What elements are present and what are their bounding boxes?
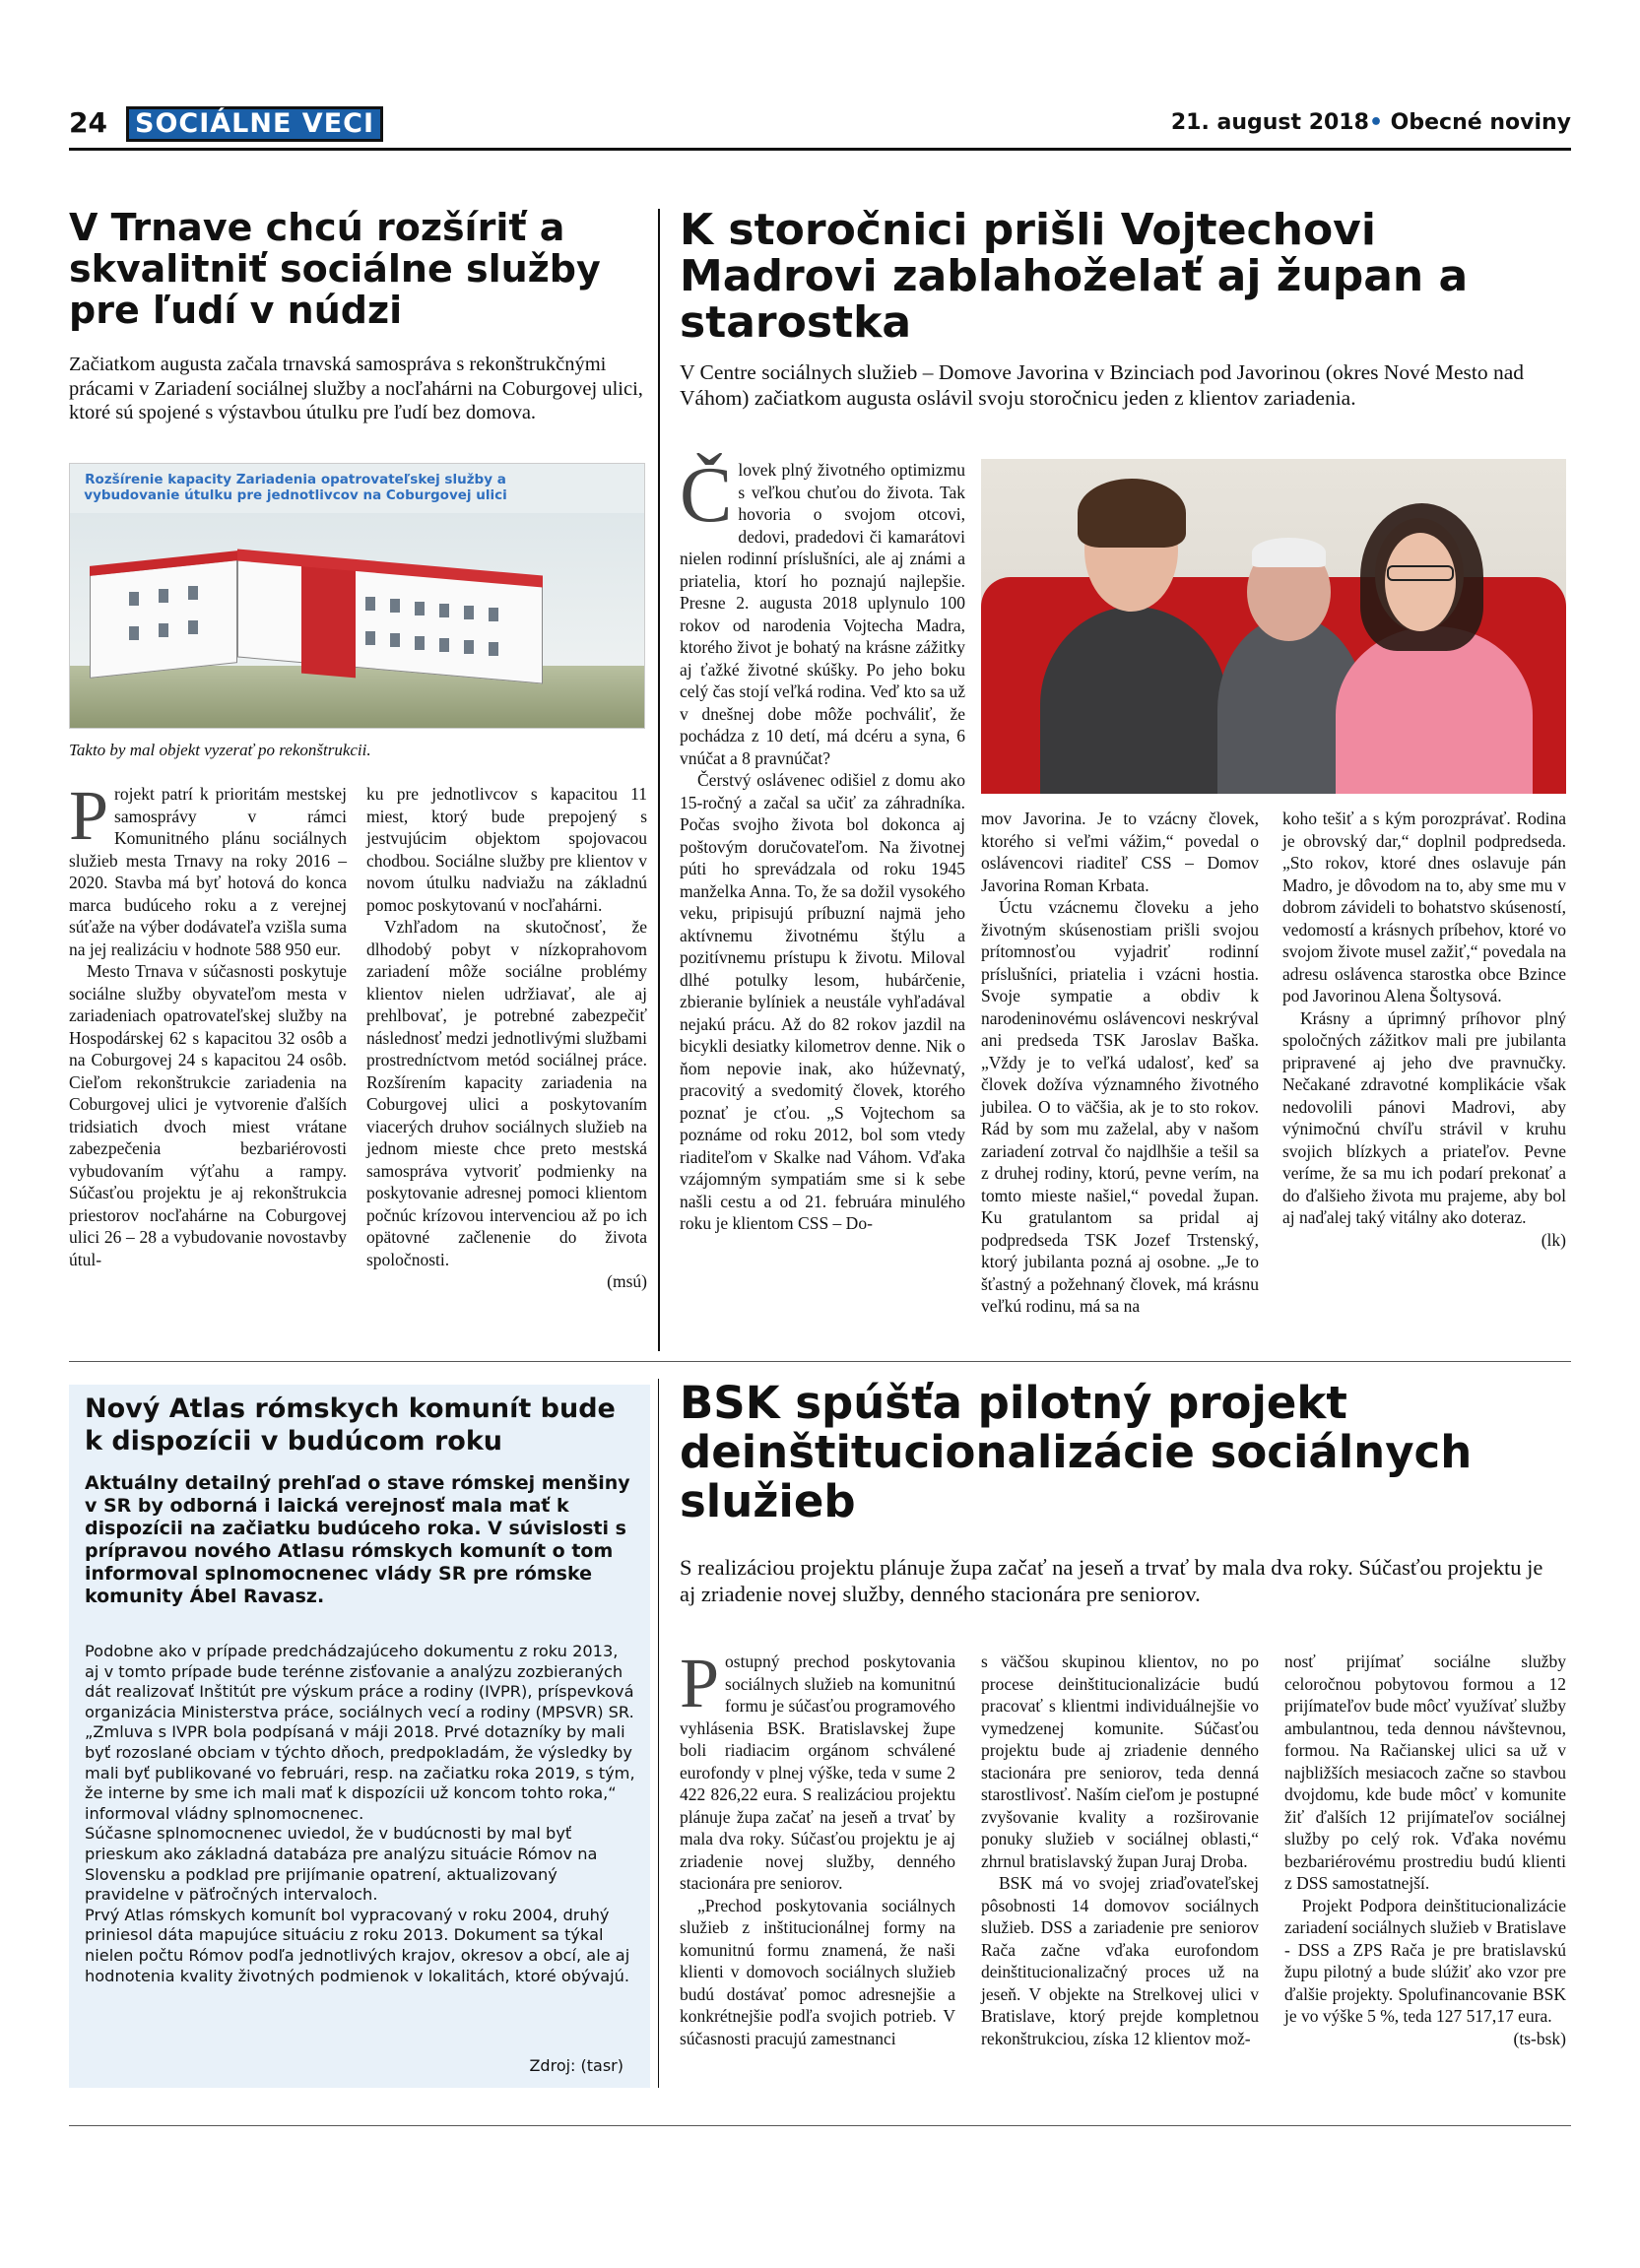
section-label: SOCIÁLNE VECI <box>126 106 383 142</box>
storocnik-paragraph: mov Javorina. Je to vzácny človek, ktorého si veľmi vážim,“ povedal o oslávencovi riaditeľ CSS – Domov Javorina Roman Krbata. <box>981 809 1259 895</box>
trnava-lead: Začiatkom augusta začala trnavská samospráva s rekonštrukčnými prácami v Zariadení sociálnej služby a nocľahárni na Coburgovej ulici, ktoré sú spojené s výstavbou útulku pre ľudí bez domova. <box>69 354 643 423</box>
trnava-paragraph: rojekt patrí k prioritám mestskej samosprávy v rámci Komunitného plánu sociálnych služieb mesta Trnavy na roky 2016 – 2020. Stavba má byť hotová do konca marca budúceho roku a z verejnej súťaže na výber dodávateľa vzišla suma na jej realizáciu v hodnote 588 950 eur. <box>69 784 347 959</box>
trnava-column-2 <box>366 783 647 1293</box>
building-red-facade <box>301 560 356 679</box>
glasses-icon <box>1387 565 1454 581</box>
centenarian-photo <box>981 459 1566 794</box>
bsk-paragraph: nosť prijímať sociálne služby celoročnou pobytovou formou a 12 prijímateľov bude môcť využívať služby ambulantnou, teda dennou návštevnou, formou. Na Račianskej ulici sa už v najbližších mesiacoch začne so stavbou dvojdomu, kde bude môcť v komunite žiť ďalších 12 prijímateľov sociálnej služby po celý rok. Vďaka novému bezbariérovému prostrediu budú klienti z DSS samostatnejší. <box>1284 1652 1566 1893</box>
issue-separator: • <box>1368 110 1383 135</box>
issue-date: 21. august 2018 <box>1170 110 1369 135</box>
page-bottom-rule <box>69 2125 1571 2126</box>
storocnik-column-3 <box>1282 808 1566 1251</box>
trnava-byline: (msú) <box>607 1271 647 1291</box>
bsk-byline: (ts-bsk) <box>1513 2028 1566 2048</box>
bsk-paragraph: BSK má vo svojej zriaďovateľskej pôsobnosti 14 domovov sociálnych služieb. DSS a zariadenie pre seniorov Rača začne vďaka eurofondom deinštitucionalizačný proces už na jeseň. V objekte na Strelkovej ulici v Bratislave, ktorý prejde kompletnou rekonštrukciou, získa 12 klientov mož- <box>981 1873 1259 2048</box>
bsk-lead: S realizáciou projektu plánuje župa začať na jeseň a trvať by mala dva roky. Súčasťou projektu je aj zriadenie novej služby, denného stacionára pre seniorov. <box>680 1555 1543 1606</box>
bsk-paragraph: s väčšou skupinou klientov, no po procese deinštitucionalizácie budú pracovať s klientmi individuálnejšie vo vymedzenej komunite. Súčasťou projektu bude aj zriadenie denného stacionára pre seniorov, teda denná starostlivosť. Naším cieľom je postupné zvyšovanie kvality a rozširovanie ponuky služieb v sociálnej oblasti,“ zhrnul bratislavský župan Juraj Droba. <box>981 1652 1259 1871</box>
building-wing-left <box>90 559 237 679</box>
bsk-column-3 <box>1284 1651 1566 2049</box>
storocnik-paragraph: koho tešiť a s kým porozprávať. Rodina je obrovský dar,“ doplnil podpredseda. „Sto rokov, ktoré dnes oslavuje pán Madro, je dôvodom na to, aby sme mu v dobrom závideli to bohatstvo skúseností, vedomostí a krásnych príbehov, ktoré vo svojom živote musel zažiť,“ povedala na adresu oslávenca starostka obce Bzince pod Javorinou Alena Šoltysová. <box>1282 809 1566 1005</box>
person-young-man <box>1040 607 1227 794</box>
storocnik-paragraph: Krásny a úprimný príhovor plný spoločných zážitkov mali pre jubilanta pripravené aj jeho dve pravnučky. Nečakané zdravotné komplikácie však nedovolili pánovi Madrovi, aby výnimočnú chvíľu strávil v kruhu svojich blízkych a priateľov. Pevne veríme, že sa mu ich podarí prekonať a do ďalšieho života mu prajeme, aby bol aj naďalej taký vitálny ako doteraz. <box>1282 1007 1566 1227</box>
storocnik-byline: (lk) <box>1541 1229 1566 1250</box>
rendering-banner-text: Rozšírenie kapacity Zariadenia opatrovateľskej služby a vybudovanie útulku pre jednotlivcov na Coburgovej ulici <box>84 472 507 503</box>
issue-info <box>1171 110 1571 135</box>
person-girl <box>1336 626 1533 794</box>
storocnik-lead: V Centre sociálnych služieb – Domove Javorina v Bzinciach pod Javorinou (okres Nové Mesto nad Váhom) začiatkom augusta oslávil svoju storočnicu jeden z klientov zariadenia. <box>680 360 1525 410</box>
bsk-dropcap: P <box>680 1644 720 1722</box>
trnava-column-1 <box>69 776 347 1270</box>
column-divider-bottom <box>658 1379 659 2088</box>
trnava-paragraph: ku pre jednotlivcov s kapacitou 11 miest, ktorý bude prepojený s jestvujúcim objektom spojovacou chodbou. Sociálne služby pre klientov v novom útulku nadviažu na základnú pomoc poskytovanú v nocľahárni. <box>366 784 647 915</box>
bsk-paragraph: „Prechod poskytovania sociálnych služieb z inštitucionálnej formy na komunitnú formu znamená, že naši klienti v domovoch sociálnych služieb budú dostávať pomoc adresnejšie a konkrétnejšie podľa svojich potrieb. V súčasnosti pracujú zamestnanci <box>680 1895 955 2048</box>
atlas-body <box>85 1642 636 1986</box>
page-number: 24 <box>69 106 107 139</box>
atlas-paragraph: Prvý Atlas rómskych komunít bol vypracovaný v roku 2004, druhý priniesol dáta mapujúce situáciu z roku 2013. Dokument sa týkal nielen počtu Rómov podľa jednotlivých krajov, okresov a obcí, ale aj hodnotenia kvality životných podmienok v lokalitách, ktoré obývajú. <box>85 1905 630 1985</box>
bsk-paragraph: Projekt Podpora deinštitucionalizácie zariadení sociálnych služieb v Bratislave - DSS a ZPS Rača je pre bratislavskú župu pilotný a bude slúžiť ako vzor pre ďalšie projekty. Spolufinancovanie BSK je vo výške 5 %, teda 127 517,17 eura. <box>1284 1895 1566 2026</box>
storocnik-paragraph: lovek plný životného optimizmu s veľkou chuťou do života. Tak hovoria o svojom otcovi, dedovi, pradedovi či kamarátovi nielen rodinní príslušníci, ale aj známi a priatelia, ktorí ho poznajú najlepšie. Presne 2. augusta 2018 uplynulo 100 rokov od narodenia Vojtecha Madra, ktorého život je bohatý na krásne zážitky aj ťažké životné skúšky. Po jeho boku celý čas stojí veľká rodina. Veď kto sa už v dnešnej dobe môže pochváliť, že pochádza z 10 detí, má dcéru a syna, 6 vnúčat a 8 pravnúčat? <box>680 460 965 768</box>
storocnik-paragraph: Čerstvý oslávenec odišiel z domu ako 15-ročný a začal sa učiť za záhradníka. Počas svojho života bol dokonca aj poštovým doručovateľom. Na životnej púti ho sprevádzala od roku 1945 manželka Anna. To, že sa dožil vysokého veku, pripisujú príbuzní najmä jeho aktívnemu životnému štýlu a pozitívnemu prístupu k životu. Miloval dlhé potulky lesom, hubárčenie, zbieranie bylíniek a neustále vyhľadával nejakú prácu. Až do 82 rokov jazdil na bicykli desiatky kilometrov denne. Nik o ňom nepovie inak, ako húževnatý, pracovitý a svedomitý človek, ktorého poznať je cťou. „S Vojtechom sa poznáme od roku 2012, bol som vtedy riaditeľom v Skalke nad Váhom. Vďaka vzájomným sympatiám sme si k sebe našli cestu a od 21. februára minulého roku je klientom CSS – Do- <box>680 770 965 1233</box>
storocnik-paragraph: Úctu vzácnemu človeku a jeho životným skúsenostiam prišli svojou prítomnosťou vyjadriť rodinní príslušníci, priatelia i vzácni hostia. Svoje sympatie a obdiv k narodeninovému oslávencovi neskrýval ani predseda TSK Jaroslav Baška. „Vždy je to veľká udalosť, keď sa človek dožíva významného životného jubilea. O to väčšia, ak je to sto rokov. Rád by som mu zaželal, aby v našom zariadení zotrval čo najdlhšie a tešil sa z druhej rodiny, ktorú, pevne verím, na tomto mieste našiel,“ povedal župan. Ku gratulantom sa pridal aj podpredseda TSK Jozef Trstenský, ktorý jubilanta pozná aj osobne. „Je to šťastný a požehnaný človek, má krásnu veľkú rodinu, má sa na <box>981 897 1259 1316</box>
atlas-headline: Nový Atlas rómskych komunít bude k dispozícii v budúcom roku <box>85 1393 616 1457</box>
section-divider <box>69 1361 1571 1362</box>
storocnik-column-2 <box>981 808 1259 1318</box>
trnava-dropcap: P <box>69 776 109 855</box>
publication-name: Obecné noviny <box>1390 110 1571 135</box>
trnava-paragraph: Vzhľadom na skutočnosť, že dlhodobý pobyt v nízkoprahovom zariadení môže sociálne problémy klientov nielen udržiavať, ale aj prehlbovať, je potrebné zabezpečiť následnosť medzi jednotlivými službami prostredníctvom metód sociálnej práce. Rozšírením kapacity zariadenia na Coburgovej ulici a poskytovaním viacerých druhov sociálnych služieb na jednom mieste chce preto mestská samospráva vytvoriť podmienky na poskytovanie adresnej pomoci klientom počnúc krízovou intervenciou až po ich opätovné začlenenie do života spoločnosti. <box>366 917 647 1269</box>
bsk-column-2 <box>981 1651 1259 2049</box>
bsk-paragraph: ostupný prechod poskytovania sociálnych služieb na komunitnú formu je súčasťou programového vyhlásenia BSK. Bratislavskej župe boli riadiacim orgánom schválené eurofondy v plnej výške, teda v sume 2 422 826,22 eura. S realizáciou projektu plánuje župa začať na jeseň a trvať by mala dva roky. Súčasťou projektu je aj zriadenie novej služby, denného stacionára pre seniorov. <box>680 1652 955 1893</box>
bsk-headline: BSK spúšťa pilotný projekt deinštitucionalizácie sociálnych služieb <box>680 1377 1473 1527</box>
building-rendering-image <box>69 463 645 729</box>
atlas-source: Zdroj: (tasr) <box>529 2056 623 2075</box>
bsk-column-1 <box>680 1644 955 2049</box>
trnava-headline: V Trnave chcú rozšíriť a skvalitniť sociálne služby pre ľudí v núdzi <box>69 206 601 332</box>
page-header <box>69 106 1571 148</box>
rendering-caption: Takto by mal objekt vyzerať po rekonštrukcii. <box>69 741 371 759</box>
storocnik-column-1 <box>680 452 965 1235</box>
storocnik-dropcap: Č <box>680 452 733 539</box>
trnava-paragraph: Mesto Trnava v súčasnosti poskytuje sociálne služby obyvateľom mesta v zariadeniach opatrovateľskej služby na Hospodárskej 62 s kapacitou 32 osôb a na Coburgovej 24 s kapacitou 24 osôb. Cieľom rekonštrukcie zariadenia na Coburgovej ulici je vytvorenie ďalších tridsiatich dvoch miest vrátane zabezpečenia bezbariérovosti vybudovaním výťahu a rampy. Súčasťou projektu je aj rekonštrukcia priestorov nocľahárne na Coburgovej ulici 26 – 28 a vybudovanie novostavby útul- <box>69 961 347 1269</box>
storocnik-headline: K storočnici prišli Vojtechovi Madrovi zablahoželať aj župan a starostka <box>680 205 1469 348</box>
atlas-paragraph: Súčasne splnomocnenec uviedol, že v budúcnosti by mal byť prieskum ako základná databáza pre analýzu situácie Rómov na Slovensku a podklad pre prijímanie opatrení, aktualizovaný pravidelne v päťročných intervaloch. <box>85 1824 598 1905</box>
column-divider-top <box>658 209 660 1351</box>
atlas-lead: Aktuálny detailný prehľad o stave rómskej menšiny v SR by odborná i laická verejnosť mala mať k dispozícii na začiatku budúceho roka. V súvislosti s prípravou nového Atlasu rómskych komunít o tom informoval splnomocnenec vlády SR pre rómske komunity Ábel Ravasz. <box>85 1472 630 1607</box>
header-rule <box>69 148 1571 151</box>
atlas-paragraph: Podobne ako v prípade predchádzajúceho dokumentu z roku 2013, aj v tomto prípade bude terénne zisťovanie a analýzu zozbieraných dát realizovať Inštitút pre výskum práce a rodiny (IVPR), príspevková organizácia Ministerstva práce, sociálnych vecí a rodiny (MPSVR) SR. „Zmluva s IVPR bola podpísaná v máji 2018. Prvé dotazníky by mali byť rozoslané obciam v týchto dňoch, predpokladám, že výsledky by mali byť publikované vo februári, resp. na začiatku roka 2019, s tým, že interne by sme ich mali mať k dispozícii už koncom tohto roka,“ informoval vládny splnomocnenec. <box>85 1642 635 1823</box>
